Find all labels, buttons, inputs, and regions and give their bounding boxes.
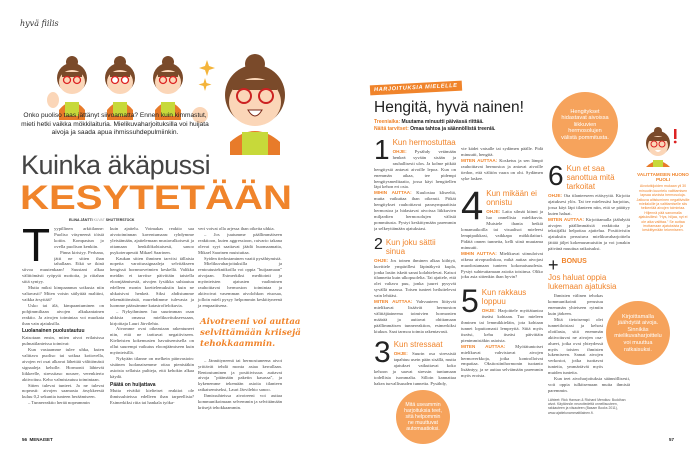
paragraph: – Jos juutumme päällimmäiseen reaktioon, kuten aggressioon, raivario takana olevat syyt saattavat jäädä huomaamatta, Mikael Saarinen muistuttaa.: [198, 231, 282, 255]
ohje-label: OHJE:: [548, 193, 563, 198]
exercise-body-6: [548, 193, 630, 252]
sidebar-title: VALITTAMISEN HUONO PUOLI: [637, 172, 689, 183]
needs-value: Omaa tahtoa ja säännöllistä treeniä.: [410, 125, 496, 132]
exercise-number-4: 4: [461, 189, 484, 229]
exercise-body-2: [374, 258, 456, 335]
paragraph: Ihmisten välinen tehokas kommunikointi perustuu enemmän yhteiseen rytmiin kuin järkeen.: [548, 293, 603, 317]
exercise-2: [374, 238, 456, 335]
ohje-label: OHJE:: [392, 149, 407, 154]
left-column-3: [198, 226, 301, 411]
paragraph: kuin ajattelu. Voimakas reaktio saa aivotoiminnan kaventumaan: ryhdymme yleistämään, ajattelemaan mustavalkoisesti ja ottamaan henkilökohtaisesti, sanoo psykoterapeutti Mikael Saarinen.: [110, 226, 194, 255]
col2-continuation: [461, 146, 543, 181]
paragraph: – Tunnereaktio herää nopeammin: [28, 400, 90, 406]
paragraph: Aivomme ovat oikeastaan rakentuneet niin, että ne tarttuvat negatiiviseen. Kielteisten kokemusten havaitsemisella on ollut suurempi vaikutus eloonjäämiseen kuin myönteisillä.: [110, 326, 194, 356]
right-title: Hengitä, hyvä nainen!: [374, 99, 524, 116]
exercise-number-2: 2: [374, 237, 383, 253]
bonus-title: Jos haluat oppia lukemaan ajatuksia: [548, 273, 617, 292]
exercise-title-6: Kun et saa sanottua mitä tarkoitat: [566, 164, 615, 191]
exercise-title-1: Kun hermostuttaa: [392, 138, 456, 147]
exercise-benefit: Kirjoittamalla jäähdytät aivojen päällimmäisiä reaktioita ja tekstijälki helpottaa ajattelua. Positiivisiin ajatuksiin perustuva mielikuvaharjoittelu jättää jäljet kokemusmuistiin ja voi jonakin päivänä muuttua ratkaisuksi.: [548, 216, 630, 252]
quote-circle-3: Kirjoittamalla jäähdytät aivoja. Sinnikäs mielikuvaharjoittelu voi muuttua ratkaisuksi.: [606, 301, 670, 365]
paragraph: Mutta eivätkö kielteiset reaktiot ole ihmissuhteissa edelleen ihan tarpeellisia? Esimerkiksi riita tai hankala työka-: [110, 388, 194, 406]
paragraph: Mielikuvaharjoituksilla ja rentoutustekniikoilla voi oppia "huijaamaan" aivojaan. Esimerkiksi meditointi ja myönteisten ajatusten vaaliminen rauhoittavat hermoston toimintaa ja aktivoivat vasemman aivolohkon etuosaa, jolloin mieli pysyy helpommin keskittyneenä ja empaattisena.: [198, 261, 282, 308]
exercise-title-4: Kun mikään ei onnistu: [486, 189, 537, 208]
exercise-benefit: Vahvuuteen liittyvät mielikuvat lisäävät hermoston välittäjäaineena toimivien hormonien määrää ja auttavat ohittamaan päällimmäisen tunnereaktion, esimerkiksi kiukun. Saat tarmoa toimia rakentavasti.: [374, 299, 456, 334]
exercise-4: [461, 189, 543, 280]
section-label: hyvä fiilis: [20, 19, 59, 28]
paragraph: Syiden tiedostaminen vaatii pysähtymistä.: [204, 255, 282, 261]
exercise-1: [374, 138, 456, 232]
folio-left: [22, 437, 53, 442]
paragraph: veri voivat olla arjessa ihan oikeita uhkia.: [198, 226, 275, 231]
quote-circle-1: Hengitykset hidastavat aivoissa liikkuvien hermosolujen välistä pommitusta.: [552, 92, 618, 158]
paragraph: Usko tai älä, kimpaantuminen on pohjimmiltaan aivojen alkukantainen reaktio. Ja aivojen toimintaa voi muokata ihan vain ajatuksilla.: [22, 302, 104, 326]
bonus-section: [548, 255, 662, 415]
exercise-5: [461, 288, 543, 379]
girl-pointing-icon: [640, 125, 685, 167]
right-column-1: [374, 138, 456, 444]
ohje-label: OHJE:: [393, 351, 408, 357]
title-line-2: KESYTETÄÄN: [20, 179, 292, 217]
paragraph: yypillinen arkitilanne: Puoliso väsyneenä töistä kotiin. Kompastun jo ovella puolison kenkiin.: [54, 226, 104, 249]
exercise-number-1: 1: [374, 138, 390, 165]
girl-thinking-icon: [153, 56, 183, 120]
quote-circle-2: Mitä useammin harjoituksia teet, sitä helpommin ne muuttuvat automaatioksi.: [396, 390, 450, 444]
miten-label: MITEN AUTTAA:: [461, 157, 498, 163]
sidebar-text: Aivotutkijoiden mukaan yli 30 minuutin kuuntelu valittamisen lapsaa aivoista hermosoluja. Jatkuva altistuminen negatiivisille mielialoille ja valittamiselle siis heikentää aivojen toimintaa. Hiljennä pää sanomalla ajatuksillesi: "Hys, hiljaa, nyt ei ole aika valittaa." Se auttaa irrottamaan ajatuksista ja keskittymään tekemiseen.: [636, 184, 690, 233]
miten-label: MITEN AUTTAA:: [461, 343, 506, 349]
exercise-benefit: Kuulostaa kliseeltä, mutta vaikuttaa ihan oikeasti. Pitkät hengitykset rauhoittavat parasympaattista hermostoa ja hidastavat aivoissa liikkuvien miljardien hermosolujen välistä pommitusta. Pystyt keskittymään paremmin ja selkeyttämään ajatuksiasi.: [374, 190, 456, 231]
exercise-instructions: Harjoittele myötätuntoa itseäsi kohtaan. Tuo mieleen ihminen tai lemmikkieläin, jota kohtaan tunnet loputtomasti lempeyttä. Siitä myös itseäsi, kehu itseäsi päivittäin pienimmistäkin asioista.: [461, 308, 543, 343]
exercise-title-3: Kun stressaat: [393, 340, 443, 350]
byline-photos: SHUTTERSTOCK: [105, 218, 135, 222]
training-value: Muutama minuutti päivässä riittää.: [401, 119, 484, 125]
paragraph: Ihmissuhteissa aivotreeni voi auttaa kommunikoimaan selvemmin ja selvittämään kriisejä tehokkaammin.: [198, 393, 282, 410]
paragraph: Pinna kiristyy. Perhana, jätti ne sitten ihan tahallaan. Eikä se ikinä siivoa muutenkaan! Suustani alkaa välittömästi ryöpytä mottoita, ja riitahan siitä syntyy.: [22, 249, 104, 285]
mihin-label: MIHIN AUTTAA:: [461, 250, 497, 256]
needs-label: Näitä tarvitset:: [374, 125, 409, 132]
paragraph: Kun vastaamme tulee uhka, kuten valittava puoliso tai sotkua kotiovella, aivojen eri osat alkavat lähettää välittömästi signaaleja keholle. Hormonit lähtevät liikkeelle, stressitaso nousee, verenkierto aktivoituu. Keho valmistautuu toimintaan.: [22, 347, 104, 382]
paragraph: – Nykyihminen luo suurimman osan uhkista omassa mielikuvitukseessaan, kirjoittaja Lauri Järvilehto.: [110, 308, 194, 326]
paragraph: Katsotaan ensin, miten aivot erilaisissa pulmatilanteissa toimivat:: [22, 335, 104, 347]
ohje-label: OHJE:: [481, 308, 496, 314]
exercise-title-5: Kun rakkaus loppuu: [481, 288, 527, 307]
mihin-label: MIHIN AUTTAA:: [374, 190, 412, 196]
folio-right: 57: [669, 437, 675, 442]
exercise-benefit: Myötätuntoiset mielikuvat vahvistavat aivojen hermoverkkoja, jotka kontrolloivat empatiaa. Oksitosiinihormonin tuotanto lisääntyy, ja se auttaa selviämään paremmin myös eroista.: [461, 343, 543, 379]
training-info: [374, 119, 495, 132]
paragraph: Nykyään tilanne on melkein päinvastoin: sisäinen luolanaisemme ottaa pienistäkin asioista sellaisia pulttejа, että kehokin alkaa käydä.: [110, 355, 194, 379]
pull-quote: Aivotreeni voi auttaa selvittämään kriisejä tehokkaammin.: [200, 316, 301, 349]
ohje-label: OHJE:: [486, 209, 501, 215]
sources: Lähteet: Rick Hanson & Richard Mendius: Buddhan aivot. Käytännön neurotiedettä onnellisuuteen, rakkauteen ja viisauteen (Basam Books 2011), www.ajattelunammattilainen.fi.: [548, 397, 626, 415]
paragraph: Kun teet aivoharjoituksia säännöllisesti, voit oppia tulkitsemaan muita ihmisiä paremmin.: [548, 376, 630, 393]
exercise-3: [374, 340, 456, 386]
magazine-name: MENAISET: [29, 437, 53, 442]
paragraph: Mitä tietoisempi olet tunnetiloistasi ja kehosi olotilasta, sitä enemmän aktivoituvat ne aivojen osa-alueet, jotka ovat yhteydessä myös toisten ihmisten lukemiseen. Samat aivojen verkostot, jotka tuottavat tunteita, ymmärtävät myös muiden tunteita.: [548, 316, 603, 376]
bonus-label: BONUS: [561, 258, 587, 266]
exercise-instructions: Pysähdy vetämään henkeä syvään sisään ja rauhallisesti ulos. Ja kolme pitkää hengitystä antavat aivoille lepoa. Kun on enemmän aikaa, tee pidempi hengitysmeditaatio, jossa käyt hengitellen läpi kehon eri osia.: [374, 149, 456, 190]
exercise-number-5: 5: [461, 288, 479, 320]
exercise-number-6: 6: [548, 164, 564, 191]
exercise-6: [548, 164, 630, 252]
miten-label: MITEN AUTTAA:: [374, 299, 413, 305]
right-column-2: [461, 146, 543, 385]
training-label: Treeniaika:: [374, 119, 401, 125]
ohje-label: OHJE:: [374, 257, 389, 263]
character-illustrations: [45, 50, 290, 155]
exercise-benefit: Mielikuvat stimuloivat oikeaa aivopuoliskoa, mikä auttaa aivojasi muodostamaan tunteen kokonaisuudesta. Pystyt suhteuttamaan asioita toisiinsa. Oliko joku asia sittenkin ihan hyvin?: [461, 250, 543, 280]
exercise-instructions: Laita silmät kiinni ja luo onnellisia mielikuvia. Muistele ihania hetkiä lomamatkoilla tai visualisoi mieleesi lempipaikkasi, vaikkapa mökkilaituri. Pidätä onnen tunnetta, kelli siinä muutama minuutti.: [461, 209, 543, 250]
byline-author: ELINA JÄNTTI: [69, 218, 93, 222]
girl-frustrated-icon: [105, 56, 135, 120]
byline: [69, 218, 134, 222]
exercise-number-3: 3: [374, 340, 391, 370]
exercise-instructions: Ota tilanteeseen etäisyyttä. Kirjoita ajatuksesi ylös. Tai tee mielessäsi harjoitus, jossa käyt läpi tilanteen niin, että se päättyy kuten haluat.: [548, 193, 630, 216]
paragraph: vie kädet vatsalle tai sydämen päälle. Pidä minuutti, hengitä.: [461, 146, 543, 157]
paragraph: – Jännittyneenä tai hermostuneena aivot yrittävät tehdä monta asiaa kerrallaan. Rentoutuminen ja positiivisuus auttavat aivoja "pitämään paketin kasassa", ja kykenemme tekemään asioita tilanteen ratkaisemiseksi, Lauri Järvilehto sanoo.: [198, 357, 282, 393]
paragraph: Mutta miksi kimpaannun sotkusta niin valtavasti? Miten voisin säilyttää malttini, vaikka ärsyttää?: [22, 285, 104, 302]
girl-happy-icon: [192, 54, 290, 155]
sidebar: [634, 172, 692, 233]
exercise-instructions: Jos toinen ihminen alkaa kiihtyä, kuvittele ympärillesi läpinäkyvä kupla, jonka lasiin iskeät sanat kolahtelevat. Katsot tilannetta kuin ulkopuolelta. Tai ajattele, että olet valtava puu, jonka juuret pysyvät syvällä maassa. Toisen tunteet heiluttelevat vain lehtiäsi.: [374, 257, 456, 299]
left-column-2: [110, 226, 194, 406]
right-column-3: [548, 92, 662, 415]
girl-waving-icon: [47, 56, 87, 120]
subheading: Päätä on huijattava: [110, 381, 156, 388]
exercise-instructions: Suurin osa stressistä tapahtuu usein pään sisällä, mutta ajatukset vaikuttavat koko kehoon ja saavat stressin tuntumaan todellista isommalta. Silloin kannattaa hakea turvallisuuden tunnetta. Pysähdy,: [374, 351, 456, 386]
title-line-1: Kuinka äkäpussi: [21, 150, 211, 180]
page-number: 56: [22, 437, 28, 442]
paragraph: Sitten tulevat tunteet. Ja ne tulevat nopeasti: aivojen saamasta ärsykkeestä kuluu 0,2 sekuntia tunteen heräämiseen.: [22, 382, 104, 400]
exercise-title-2: Kun joku sättii sinua: [385, 237, 436, 256]
section-tag: HARJOITUKSIA MIELELLE: [370, 81, 462, 96]
exercise-benefit: Kosketus ja sen lämpö rauhoittavat hermostoa ja antavat aivoille tiedon, että välitön vaara on ohi. Sydämen syke laskee.: [461, 157, 543, 181]
byline-label: KUVAT: [93, 218, 105, 222]
drop-cap: T: [22, 219, 51, 271]
paragraph: Kaukan sitten ihminen tarvitsi tällaisia nopeita varoitussignaaleja selvitäkseen hengissä hornmoveimien keskellä. Valikka meidän ei tarvitse päivittäin taistella eloonjäämisestä, aivojen fysiikka suhtautuu edelleen monin koettelemuksiin kuin ne uhkaisivat henkeä. Siksi ahdistumme tekemättömästä, murehdimme tulevasta ja luomme päässämme katastrofielokuvia.: [110, 255, 194, 308]
lead-text: Onko puoliso taas jättänyt siivoamatta? Ennen kuin kimmastut, mieti hetki vaikka mökkilaituria. Mielikuvaharjoituksilla voi huijata aivoja ja saada apua ihmissuhdepulmiinkin.: [21, 112, 209, 137]
plus-icon: +: [548, 255, 559, 276]
subheading: Luolanainen puolustautuu: [22, 328, 85, 335]
miten-label: MITEN AUTTAA:: [548, 216, 585, 222]
